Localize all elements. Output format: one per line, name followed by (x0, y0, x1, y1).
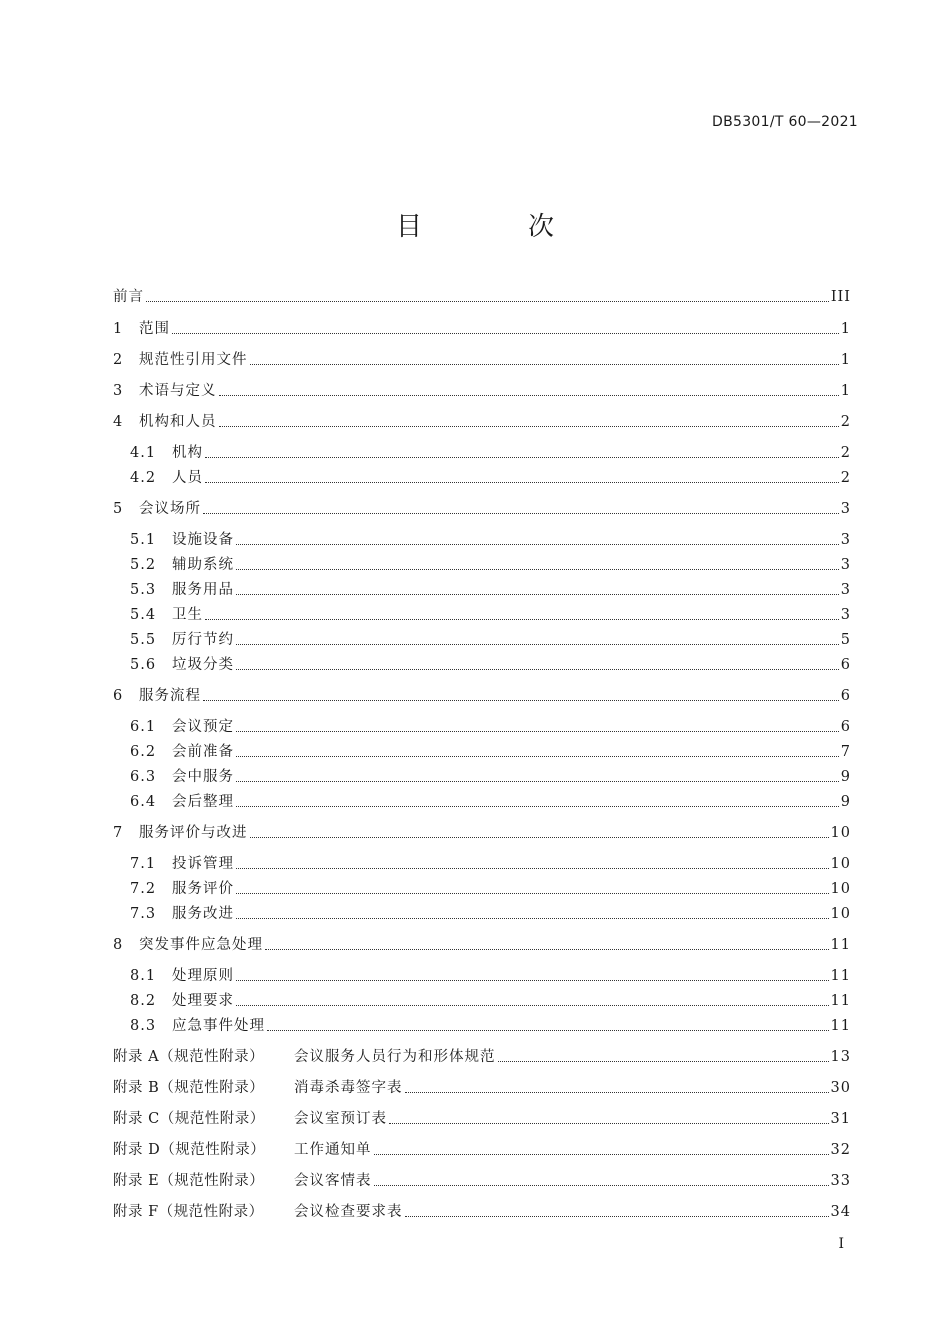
toc-entry[interactable] (113, 498, 851, 520)
toc-entry-number: 5.6 (130, 657, 157, 673)
toc-dot-leader (374, 1185, 829, 1186)
toc-entry-label: 处理原则 (172, 968, 234, 984)
toc-entry[interactable] (130, 878, 851, 900)
toc-entry[interactable] (113, 1170, 851, 1192)
toc-entry[interactable] (113, 380, 851, 402)
toc-dot-leader (236, 644, 839, 645)
toc-dot-leader (405, 1092, 829, 1093)
toc-dot-leader (172, 333, 839, 334)
toc-entry-page: 10 (830, 906, 851, 922)
toc-entry-page: 6 (840, 719, 851, 735)
toc-dot-leader (267, 1030, 829, 1031)
page-title: 目 次 (395, 212, 594, 242)
toc-dot-leader (203, 700, 839, 701)
toc-entry-page: 11 (830, 937, 851, 953)
toc-entry-label: 前言 (113, 289, 144, 305)
toc-entry[interactable] (130, 965, 851, 987)
toc-dot-leader (250, 837, 829, 838)
toc-entry-page: 6 (840, 657, 851, 673)
toc-entry-number: 4 (113, 414, 123, 430)
toc-entry-page: 32 (830, 1142, 851, 1158)
toc-dot-leader (205, 482, 839, 483)
toc-entry-label: 应急事件处理 (172, 1018, 265, 1034)
toc-entry-page: 31 (830, 1111, 851, 1127)
toc-entry[interactable] (113, 286, 851, 308)
toc-entry[interactable] (113, 349, 851, 371)
toc-entry-number: 7.2 (130, 881, 157, 897)
toc-entry-number: 6.1 (130, 719, 157, 735)
toc-entry-number: 7 (113, 825, 123, 841)
toc-entry[interactable] (130, 990, 851, 1012)
toc-entry[interactable] (113, 822, 851, 844)
toc-entry-page: 10 (830, 881, 851, 897)
toc-entry-label: 投诉管理 (172, 856, 234, 872)
toc-entry-number: 8.3 (130, 1018, 157, 1034)
toc-entry[interactable] (130, 791, 851, 813)
toc-entry-number: 5.5 (130, 632, 157, 648)
toc-entry-label: 设施设备 (172, 532, 234, 548)
toc-dot-leader (236, 781, 839, 782)
toc-entry-label: 服务评价与改进 (139, 825, 248, 841)
toc-entry[interactable] (130, 554, 851, 576)
toc-entry-number: 6.4 (130, 794, 157, 810)
toc-entry[interactable] (113, 318, 851, 340)
toc-entry-number: 附录 B（规范性附录） (113, 1080, 265, 1096)
document-code: DB5301/T 60—2021 (712, 114, 858, 130)
toc-entry-page: 2 (840, 414, 851, 430)
toc-entry-label: 术语与定义 (139, 383, 217, 399)
toc-entry-label: 消毒杀毒签字表 (294, 1080, 403, 1096)
toc-entry[interactable] (130, 654, 851, 676)
toc-entry-label: 范围 (139, 321, 170, 337)
toc-entry[interactable] (130, 741, 851, 763)
toc-entry[interactable] (113, 411, 851, 433)
toc-entry-label: 会前准备 (172, 744, 234, 760)
toc-entry-label: 会后整理 (172, 794, 234, 810)
toc-entry-number: 5.1 (130, 532, 157, 548)
toc-entry[interactable] (113, 685, 851, 707)
toc-dot-leader (203, 513, 839, 514)
toc-entry-number: 4.1 (130, 445, 157, 461)
toc-entry-page: 3 (840, 607, 851, 623)
toc-entry-number: 5.2 (130, 557, 157, 573)
toc-dot-leader (250, 364, 839, 365)
toc-entry-page: 11 (830, 968, 851, 984)
toc-dot-leader (389, 1123, 829, 1124)
toc-entry-label: 人员 (172, 470, 203, 486)
toc-entry-page: 6 (840, 688, 851, 704)
toc-dot-leader (236, 980, 829, 981)
toc-dot-leader (205, 619, 839, 620)
toc-entry-number: 8 (113, 937, 123, 953)
toc-entry[interactable] (130, 716, 851, 738)
toc-entry[interactable] (130, 579, 851, 601)
toc-entry-page: 11 (830, 1018, 851, 1034)
toc-entry-page: 10 (830, 825, 851, 841)
toc-entry-label: 会议服务人员行为和形体规范 (294, 1049, 496, 1065)
toc-entry[interactable] (113, 1139, 851, 1161)
toc-entry-page: 1 (840, 352, 851, 368)
toc-dot-leader (236, 569, 839, 570)
toc-entry-number: 1 (113, 321, 123, 337)
toc-dot-leader (405, 1216, 829, 1217)
toc-dot-leader (236, 868, 829, 869)
toc-entry[interactable] (130, 903, 851, 925)
toc-entry-label: 突发事件应急处理 (139, 937, 263, 953)
toc-dot-leader (236, 1005, 829, 1006)
toc-entry-number: 附录 C（规范性附录） (113, 1111, 265, 1127)
toc-entry-page: 33 (830, 1173, 851, 1189)
toc-entry-label: 服务评价 (172, 881, 234, 897)
toc-dot-leader (498, 1061, 829, 1062)
toc-entry-number: 附录 F（规范性附录） (113, 1204, 264, 1220)
toc-entry-page: 3 (840, 557, 851, 573)
toc-dot-leader (236, 806, 839, 807)
toc-entry[interactable] (130, 766, 851, 788)
toc-entry-number: 附录 A（规范性附录） (113, 1049, 265, 1065)
toc-entry-page: 1 (840, 321, 851, 337)
toc-entry-label: 机构和人员 (139, 414, 217, 430)
toc-entry[interactable] (130, 467, 851, 489)
toc-dot-leader (236, 594, 839, 595)
toc-entry-label: 厉行节约 (172, 632, 234, 648)
toc-entry-number: 4.2 (130, 470, 157, 486)
toc-entry[interactable] (130, 529, 851, 551)
toc-dot-leader (219, 426, 839, 427)
toc-entry-number: 8.2 (130, 993, 157, 1009)
toc-entry-label: 服务改进 (172, 906, 234, 922)
toc-entry-page: 30 (830, 1080, 851, 1096)
toc-entry-number: 5 (113, 501, 123, 517)
toc-entry-page: 9 (840, 794, 851, 810)
toc-dot-leader (265, 949, 829, 950)
toc-entry-page: 7 (840, 744, 851, 760)
toc-entry-number: 7.1 (130, 856, 157, 872)
toc-dot-leader (205, 457, 839, 458)
toc-entry[interactable] (113, 1046, 851, 1068)
toc-entry-label: 工作通知单 (294, 1142, 372, 1158)
toc-dot-leader (236, 893, 829, 894)
toc-entry-label: 垃圾分类 (172, 657, 234, 673)
toc-entry[interactable] (130, 629, 851, 651)
toc-entry-label: 会议预定 (172, 719, 234, 735)
toc-entry-page: 1 (840, 383, 851, 399)
toc-entry-page: 11 (830, 993, 851, 1009)
toc-dot-leader (236, 544, 839, 545)
toc-entry[interactable] (113, 1077, 851, 1099)
toc-entry-number: 3 (113, 383, 123, 399)
toc-entry-number: 5.3 (130, 582, 157, 598)
toc-entry[interactable] (130, 853, 851, 875)
toc-entry-page: 34 (830, 1204, 851, 1220)
toc-entry-label: 会议客情表 (294, 1173, 372, 1189)
toc-entry-number: 附录 D（规范性附录） (113, 1142, 266, 1158)
toc-dot-leader (236, 669, 839, 670)
toc-entry-label: 服务用品 (172, 582, 234, 598)
toc-entry-label: 辅助系统 (172, 557, 234, 573)
toc-entry-number: 附录 E（规范性附录） (113, 1173, 265, 1189)
toc-dot-leader (236, 756, 839, 757)
toc-entry-page: 3 (840, 582, 851, 598)
toc-entry-number: 6 (113, 688, 123, 704)
toc-dot-leader (374, 1154, 829, 1155)
toc-entry-number: 7.3 (130, 906, 157, 922)
toc-entry-number: 8.1 (130, 968, 157, 984)
toc-entry[interactable] (113, 1201, 851, 1223)
toc-entry[interactable] (130, 604, 851, 626)
toc-entry-page: 3 (840, 532, 851, 548)
toc-entry-page: 9 (840, 769, 851, 785)
toc-dot-leader (219, 395, 839, 396)
toc-entry-page: 5 (840, 632, 851, 648)
toc-entry-label: 处理要求 (172, 993, 234, 1009)
toc-entry-number: 2 (113, 352, 123, 368)
toc-entry-label: 会中服务 (172, 769, 234, 785)
toc-entry-label: 会议检查要求表 (294, 1204, 403, 1220)
toc-entry-page: 10 (830, 856, 851, 872)
toc-entry-label: 会议室预订表 (294, 1111, 387, 1127)
toc-entry[interactable] (113, 1108, 851, 1130)
toc-entry[interactable] (113, 934, 851, 956)
toc-entry-page: 2 (840, 470, 851, 486)
toc-entry-label: 服务流程 (139, 688, 201, 704)
toc-entry-label: 卫生 (172, 607, 203, 623)
toc-entry-page: 13 (830, 1049, 851, 1065)
toc-entry[interactable] (130, 1015, 851, 1037)
toc-entry-page: III (830, 289, 851, 305)
toc-entry-label: 机构 (172, 445, 203, 461)
toc-entry-number: 5.4 (130, 607, 157, 623)
toc-dot-leader (236, 918, 829, 919)
toc-entry[interactable] (130, 442, 851, 464)
toc-entry-page: 3 (840, 501, 851, 517)
toc-entry-page: 2 (840, 445, 851, 461)
toc-entry-number: 6.2 (130, 744, 157, 760)
toc-entry-number: 6.3 (130, 769, 157, 785)
toc-entry-label: 规范性引用文件 (139, 352, 248, 368)
toc-entry-label: 会议场所 (139, 501, 201, 517)
toc-dot-leader (146, 301, 829, 302)
toc-dot-leader (236, 731, 839, 732)
page-number: I (838, 1236, 844, 1252)
